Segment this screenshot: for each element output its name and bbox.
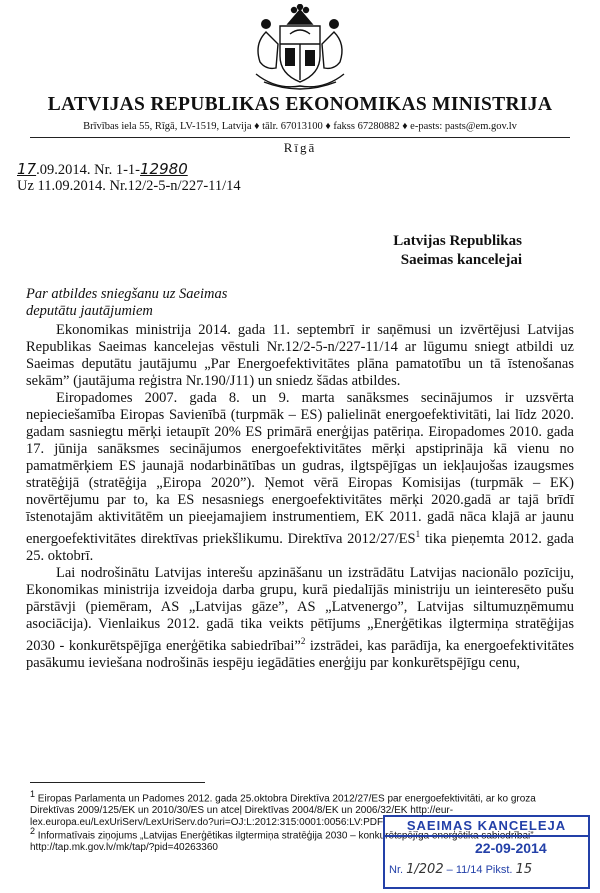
letter-subject [26, 286, 227, 320]
stamp-number-suffix: – 11/14 Pikst. [446, 864, 513, 876]
paragraph [26, 565, 574, 672]
registration-stamp [383, 815, 590, 889]
handwritten-day: 17 [17, 160, 37, 178]
paragraph [26, 390, 574, 565]
handwritten-reference-number: 12980 [140, 160, 188, 178]
handwritten-page-count: 15 [515, 862, 533, 877]
recipient-line: Saeimas kancelejai [400, 252, 522, 268]
paragraph-text: izstrādei, kas parādīja, ka energoefektivitātes pasākumu ieviešana nodrošinās iespēju iegādāties enerģiju par konkurētspējīgu cenu, [26, 637, 574, 671]
footnote-reference: 2 [300, 635, 306, 646]
ministry-name: LATVIJAS REPUBLIKAS EKONOMIKAS MINISTRIJA [47, 94, 553, 115]
reply-reference: Uz 11.09.2014. Nr.12/2-5-n/227-11/14 [17, 178, 241, 194]
stamp-date: 22-09-2014 [475, 840, 547, 856]
footnote-reference: 1 [415, 529, 421, 539]
contact-details: Brīvības iela 55, Rīgā, LV-1519, Latvija ♦ tālr. 67013100 ♦ fakss 67280882 ♦ e-pasts: pasts@em.gov.lv [83, 121, 517, 132]
reference-prefix: .09.2014. Nr. 1-1- [36, 162, 141, 178]
handwritten-stamp-number: 1/202 [406, 862, 444, 877]
recipient-block [393, 232, 522, 270]
stamp-number [389, 862, 532, 877]
footnote-marker: 1 [30, 789, 36, 799]
coat-of-arms-emblem [236, 4, 364, 94]
letter-body [26, 322, 574, 672]
subject-line: Par atbildes sniegšanu uz Saeimas [26, 286, 228, 302]
recipient-line: Latvijas Republikas [393, 233, 522, 249]
paragraph-text: Eiropadomes 2007. gada 8. un 9. marta sanāksmes secinājumos ir uzsvērta nepieciešamība Eiropas Savienībā (turpmāk – ES) palielināt energoefektivitāti, lai līdz 2020. gadam sasniegtu mērķi ietaupīt 20% ES primārā enerģijas patēriņa. Eiropadomes 2010. gada 17. jūnija sanāksmes secinājumos energoefektivitātes mērķi apstiprināja kā vienu no pamatmērķiem ES jaunajā nodarbinātības un gudras, ilgtspējīgas un iekļaujošas izaugsmes stratēģijā (stratēģija „Eiropa 2020”). Ņemot vērā Eiropas Komisijas (turpmāk – EK) novērtējumu par to, ka ES nesasniegs energoefektivitātes mērķi 2020.gadā ar tajā brīdī īstenotajām aktivitātēm un pieejamajiem instrumentiem, EK 2011. gadā nāca klajā ar jaunu energoefektivitātes direktīvas priekšlikumu. Direktīva 2012/27/ES [26, 390, 574, 547]
letter-reference [17, 160, 188, 179]
paragraph: Ekonomikas ministrija 2014. gada 11. septembrī ir saņēmusi un izvērtējusi Latvijas Republikas Saeimas kancelejas vēstuli Nr.12/2-5-n/227-11/14 ar lūgumu sniegt atbildi uz Saeimas deputātu jautājumu „Par Energoefektivitātes plāna pamatotību un tā īstenošanas sekām” (jautājuma reģistra Nr.190/J11) un sniedz šādas atbildes. [26, 322, 574, 389]
city-name: Rīgā [283, 140, 317, 155]
subject-line: deputātu jautājumiem [26, 303, 153, 319]
footnote-divider [30, 782, 205, 783]
stamp-number-prefix: Nr. [389, 864, 404, 876]
paragraph-text: tika pieņemta 2012. gada 25. oktobrī. [26, 530, 574, 564]
header-divider [30, 137, 570, 138]
footnote-text: Eiropas Parlamenta un Padomes 2012. gada 25.oktobra Direktīva 2012/27/ES par energoefektivitāti, ar ko groza Direktīvas 2009/125/EK un 2010/30/ES un atceļ Direktīvas 2004/8/EK un 2006/32/EK http://eur-lex.europa.eu/LexUriServ/LexUriServ.do?uri=OJ:L:2012:315:0001:0056:LV:PDF [30, 793, 536, 829]
paragraph-text: Lai nodrošinātu Latvijas interešu apzināšanu un izstrādātu Latvijas nacionālo pozīciju, Ekonomikas ministrija izveidoja darba grupu, kurā piedalījās ministriju un ieinteresēto pušu pārstāvji (piemēram, AS „Latvijas gāze”, AS „Latvenergo”, Latvijas siltumuzņēmumu asociācija). Vienlaikus 2012. gadā tika veikts pētījums „Enerģētikas ilgtermiņa stratēģijas 2030 - konkurētspējīga enerģētika sabiedrībai” [26, 564, 574, 654]
stamp-title: SAEIMAS KANCELEJA [385, 817, 588, 837]
footnote-text: Informatīvais ziņojums „Latvijas Enerģētikas ilgtermiņa stratēģija 2030 – konkurētspējīga enerģētika sabiedrībai” http://tap.mk.gov.lv/mk/tap/?pid=40263360 [30, 830, 534, 854]
footnote-marker: 2 [30, 826, 36, 836]
